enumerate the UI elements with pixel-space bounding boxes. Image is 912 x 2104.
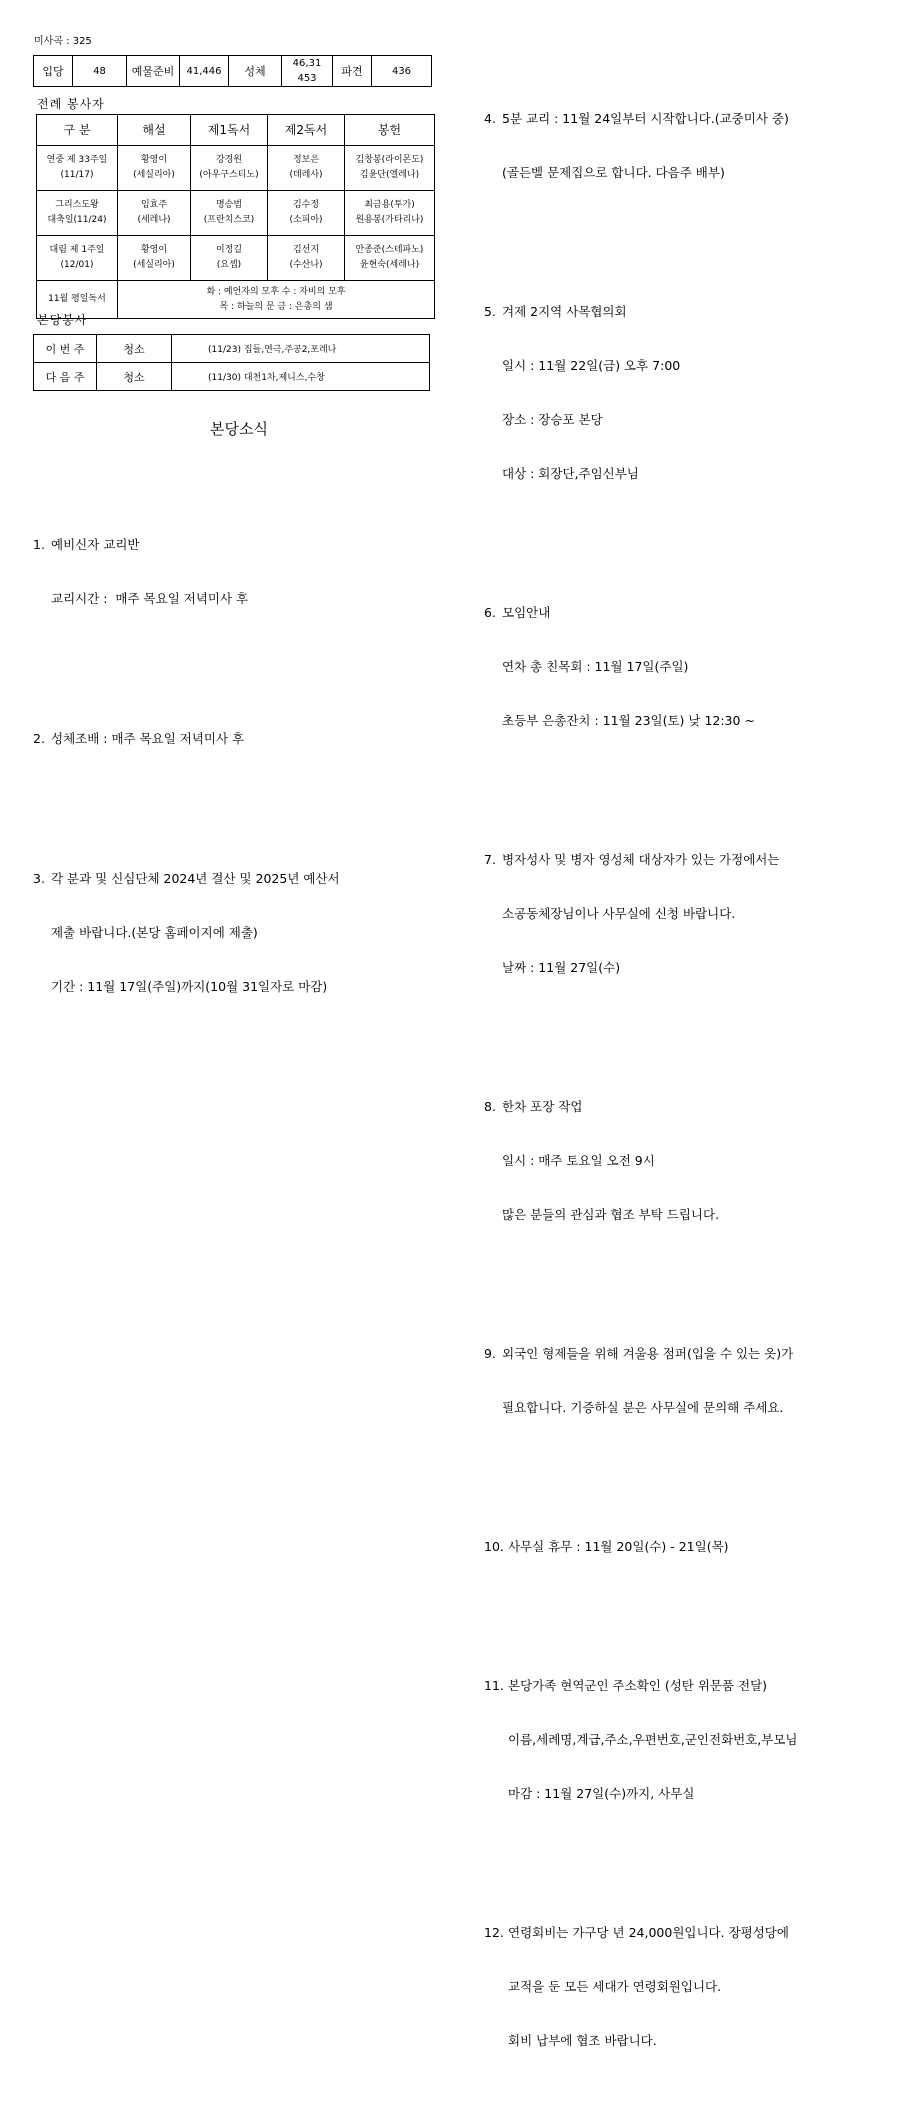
notice-line: 모임안내 xyxy=(502,605,551,620)
table-row xyxy=(37,191,435,236)
entrance-label: 입당 xyxy=(34,56,73,87)
notice-number: 12. xyxy=(484,1925,504,1940)
row-offering: 안종준(스테파노) 윤현숙(세레나) xyxy=(345,236,435,281)
notice-line: 많은 분들의 관심과 협조 부탁 드립니다. xyxy=(502,1207,720,1222)
table-row xyxy=(37,236,435,281)
notice-item xyxy=(484,1641,904,1839)
notice-number: 8. xyxy=(484,1099,496,1114)
table-row xyxy=(34,335,430,363)
notice-number: 7. xyxy=(484,852,496,867)
notice-line: 초등부 은총잔치 : 11월 23일(토) 낮 12:30 ~ xyxy=(502,713,755,728)
prayer-label: 11월 평일독서 xyxy=(37,281,118,319)
notice-line: 회비 납부에 협조 바랍니다. xyxy=(508,2033,657,2048)
notice-item xyxy=(484,1502,904,1592)
notice-line: 병자성사 및 병자 영성체 대상자가 있는 가정에서는 xyxy=(502,852,780,867)
notice-line: 교적을 둔 모든 세대가 연령회원입니다. xyxy=(508,1979,722,1994)
notice-line: 일시 : 매주 토요일 오전 9시 xyxy=(502,1153,655,1168)
prayer-line-1: 화 : 예언자의 모후 수 : 자비의 모후 xyxy=(206,286,346,297)
ministry-title: 전례 봉사자 xyxy=(37,97,105,111)
notice-line: 외국인 형제들을 위해 겨울용 점퍼(입을 수 있는 옷)가 xyxy=(502,1346,794,1361)
service-row-detail: (11/23) 집들,연극,주공2,포레나 xyxy=(172,335,430,363)
notice-line: 마감 : 11월 27일(수)까지, 사무실 xyxy=(508,1786,695,1801)
notice-line: 연차 총 친목회 : 11월 17일(주일) xyxy=(502,659,689,674)
notice-number: 9. xyxy=(484,1346,496,1361)
notice-line: 겨제 2지역 사목협의회 xyxy=(502,304,627,319)
row-period: 대림 제 1주일 (12/01) xyxy=(37,236,118,281)
notice-line: 장소 : 장승포 본당 xyxy=(502,412,603,427)
notices-right xyxy=(484,38,904,2104)
row-reading1: 명승범 (프란치스코) xyxy=(191,191,268,236)
dismissal-label: 파견 xyxy=(333,56,372,87)
service-title: 본당봉사 xyxy=(37,313,88,327)
notice-number: 4. xyxy=(484,111,496,126)
notice-line: 예비신자 교리반 xyxy=(51,537,140,552)
offering-prep-value: 41,446 xyxy=(180,56,229,87)
row-reading1: 강경원 (아우구스티노) xyxy=(191,146,268,191)
notice-item xyxy=(484,267,904,519)
entrance-value: 48 xyxy=(73,56,127,87)
notice-number: 6. xyxy=(484,605,496,620)
header-offering: 봉헌 xyxy=(345,115,435,146)
notice-item xyxy=(33,694,453,784)
offering-prep-label: 예물준비 xyxy=(127,56,180,87)
notice-line: 사무실 휴무 : 11월 20일(수) - 21일(목) xyxy=(508,1539,729,1554)
notice-item xyxy=(484,1062,904,1260)
row-offering: 김창봉(라이몬도) 김윤단(엘레나) xyxy=(345,146,435,191)
notice-number: 11. xyxy=(484,1678,504,1693)
notice-line: 제출 바랍니다.(본당 홈페이지에 제출) xyxy=(51,925,258,940)
attendance-table xyxy=(33,55,432,87)
notice-line: 대상 : 회장단,주임신부님 xyxy=(502,466,639,481)
header-commentary: 해설 xyxy=(118,115,191,146)
prayer-line-2: 목 : 하늘의 문 금 : 은총의 샘 xyxy=(219,301,333,312)
notice-item xyxy=(484,1888,904,2086)
communion-label: 성체 xyxy=(229,56,282,87)
row-reading2: 김선지 (수산나) xyxy=(268,236,345,281)
notice-item xyxy=(484,1309,904,1453)
row-commentary: 황영이 (세실리아) xyxy=(118,236,191,281)
dismissal-value: 436 xyxy=(372,56,432,87)
notice-line: 성체조배 : 매주 목요일 저녁미사 후 xyxy=(51,731,245,746)
header-reading1: 제1독서 xyxy=(191,115,268,146)
notice-line: 소공동체장님이나 사무실에 신청 바랍니다. xyxy=(502,906,736,921)
notice-item xyxy=(484,74,904,218)
notice-line: 연령회비는 가구당 년 24,000원입니다. 장평성당에 xyxy=(508,1925,789,1940)
header-reading2: 제2독서 xyxy=(268,115,345,146)
service-row-task: 청소 xyxy=(97,363,172,391)
notice-line: (골든벨 문제집으로 합니다. 다음주 배부) xyxy=(502,165,725,180)
notice-item xyxy=(484,815,904,1013)
communion-value: 46,31 453 xyxy=(282,56,333,87)
row-period: 그리스도왕 대축일(11/24) xyxy=(37,191,118,236)
table-row xyxy=(37,146,435,191)
notice-number: 10. xyxy=(484,1539,504,1554)
notice-number: 1. xyxy=(33,537,45,552)
row-period: 연중 제 33주일 (11/17) xyxy=(37,146,118,191)
row-commentary: 임효주 (세레나) xyxy=(118,191,191,236)
row-offering: 최금용(투가) 원용봉(가타리나) xyxy=(345,191,435,236)
notice-line: 이름,세례명,계급,주소,우편번호,군인전화번호,부모님 xyxy=(508,1732,798,1747)
prayer-days xyxy=(118,281,435,319)
mass-count: 미사곡 : 325 xyxy=(34,36,92,47)
notice-item xyxy=(33,834,453,1032)
news-title: 본당소식 xyxy=(210,420,268,438)
service-row-label: 이 번 주 xyxy=(34,335,97,363)
row-reading2: 정보은 (데레사) xyxy=(268,146,345,191)
notice-line: 기간 : 11월 17일(주일)까지(10월 31일자로 마감) xyxy=(51,979,328,994)
table-row xyxy=(34,363,430,391)
notice-line: 교리시간 : 매주 목요일 저녁미사 후 xyxy=(51,591,249,606)
notice-line: 날짜 : 11월 27일(수) xyxy=(502,960,621,975)
notice-line: 5분 교리 : 11월 24일부터 시작합니다.(교중미사 중) xyxy=(502,111,789,126)
row-reading2: 김수정 (소피아) xyxy=(268,191,345,236)
notices-left xyxy=(33,464,453,1050)
notice-line: 필요합니다. 기증하실 분은 사무실에 문의해 주세요. xyxy=(502,1400,784,1415)
service-table xyxy=(33,334,430,391)
ministry-table xyxy=(36,114,435,319)
service-row-task: 청소 xyxy=(97,335,172,363)
notice-item xyxy=(33,500,453,644)
notice-line: 각 분과 및 신심단체 2024년 결산 및 2025년 예산서 xyxy=(51,871,340,886)
service-row-label: 다 음 주 xyxy=(34,363,97,391)
notice-number: 5. xyxy=(484,304,496,319)
notice-line: 한차 포장 작업 xyxy=(502,1099,583,1114)
row-reading1: 이정길 (요셉) xyxy=(191,236,268,281)
header-period: 구 분 xyxy=(37,115,118,146)
notice-number: 2. xyxy=(33,731,45,746)
notice-number: 3. xyxy=(33,871,45,886)
notice-line: 본당가족 현역군인 주소확인 (성탄 위문품 전달) xyxy=(508,1678,768,1693)
notice-line: 일시 : 11월 22일(금) 오후 7:00 xyxy=(502,358,681,373)
row-commentary: 황영이 (세실리아) xyxy=(118,146,191,191)
service-row-detail: (11/30) 대천1차,제니스,수창 xyxy=(172,363,430,391)
notice-item xyxy=(484,568,904,766)
